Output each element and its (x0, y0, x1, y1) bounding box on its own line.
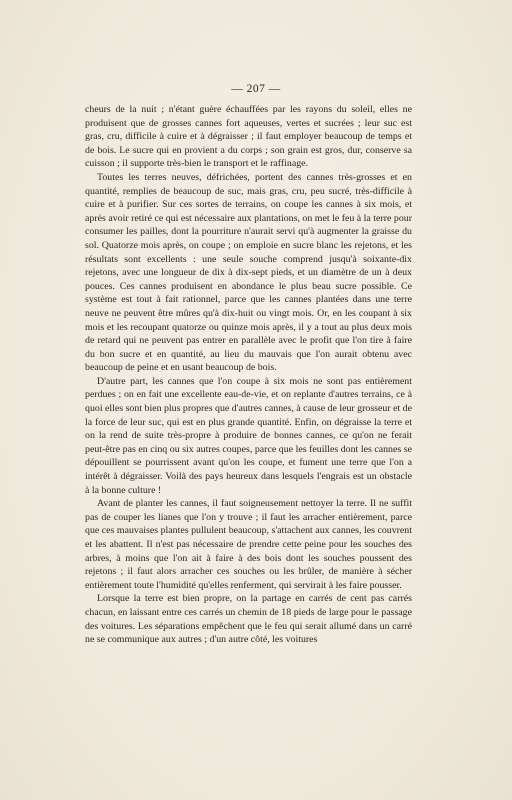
paragraph-4: Avant de planter les cannes, il faut soigneusement nettoyer la terre. Il ne suffit pas de couper les lianes que l'on y trouve ; il faut les arracher entièrement, parce que ces mauvaises plantes pullulent beaucoup, s'attachent aux cannes, les couvrent et les abattent. Il n'est pas nécessaire de prendre cette peine pour les souches des arbres, à moins que l'on ait à faire à des bois dont les souches poussent des rejetons ; il faut alors arracher ces souches ou les brûler, de manière à sécher entièrement toute l'humidité qu'elles renferment, qui servirait à les faire pousser. (85, 498, 412, 591)
paragraph-3: D'autre part, les cannes que l'on coupe à six mois ne sont pas entièrement perdues ; on en fait une excellente eau-de-vie, et on replante d'autres terrains, ce à quoi elles sont bien plus propres que d'autres cannes, à cause de leur grosseur et de la force de leur suc, qui est en plus grande quantité. Enfin, on dégraisse la terre et on la rend de suite très-propre à produire de bonnes cannes, ce qu'on ne ferait peut-être pas en cinq ou six autres coupes, parce que les feuilles dont les cannes se dépouillent se pourrissent avant qu'on les coupe, et fument une terre que l'on a intérêt à dégraisser. Voilà des pays heureux dans lesquels l'engrais est un obstacle à la bonne culture ! (85, 375, 413, 496)
page-number: — 207 — (231, 83, 281, 95)
paragraph-1: cheurs de la nuit ; n'étant guère échauffées par les rayons du soleil, elles ne produisent que de grosses cannes fort aqueuses, vertes et sucrées ; leur suc est gras, cru, difficile à cuire et à dégraisser ; il faut employer beaucoup de temps et de bois. Le sucre qui en provient a du corps ; son grain est gros, dur, conserve sa cuisson ; il supporte très-bien le transport et le raffinage. (85, 104, 412, 170)
paragraph-2: Toutes les terres neuves, défrichées, portent des cannes très-grosses et en quantité, remplies de beaucoup de suc, mais gras, cru, peu sucré, très-difficile à cuire et à purifier. Sur ces sortes de terrains, on coupe les cannes à six mois, et après avoir retiré ce qui est nécessaire aux plantations, on met le feu à la terre pour consumer les pailles, dont la pourriture n'aurait servi qu'à augmenter la graisse du sol. Quatorze mois après, on coupe ; on emploie en sucre blanc les rejetons, et les résultats sont excellents : une seule souche comprend jusqu'à soixante-dix rejetons, avec une longueur de dix à dix-sept pieds, et un diamètre de un à deux pouces. Ces cannes produisent en abondance le plus beau sucre possible. Ce système est tout à fait rationnel, parce que les cannes plantées dans une terre neuve ne peuvent être mûres qu'à dix-huit ou vingt mois. Or, en les coupant à six mois et les recoupant quatorze ou quinze mois après, il y a tout au plus deux mois de retard qui ne peuvent pas entrer en parallèle avec le profit que l'on tire à faire du bon sucre et en quantité, au lieu du mauvais que l'on aurait obtenu avec beaucoup de peine et en usant beaucoup de bois. (85, 171, 412, 374)
body-text (85, 103, 412, 647)
paragraph-5: Lorsque la terre est bien propre, on la partage en carrés de cent pas carrés chacun, en laissant entre ces carrés un chemin de 18 pieds de large pour le passage des voitures. Les séparations empêchent que le feu qui serait allumé dans un carré ne se communique aux autres ; d'un autre côté, les voitures (85, 593, 412, 646)
